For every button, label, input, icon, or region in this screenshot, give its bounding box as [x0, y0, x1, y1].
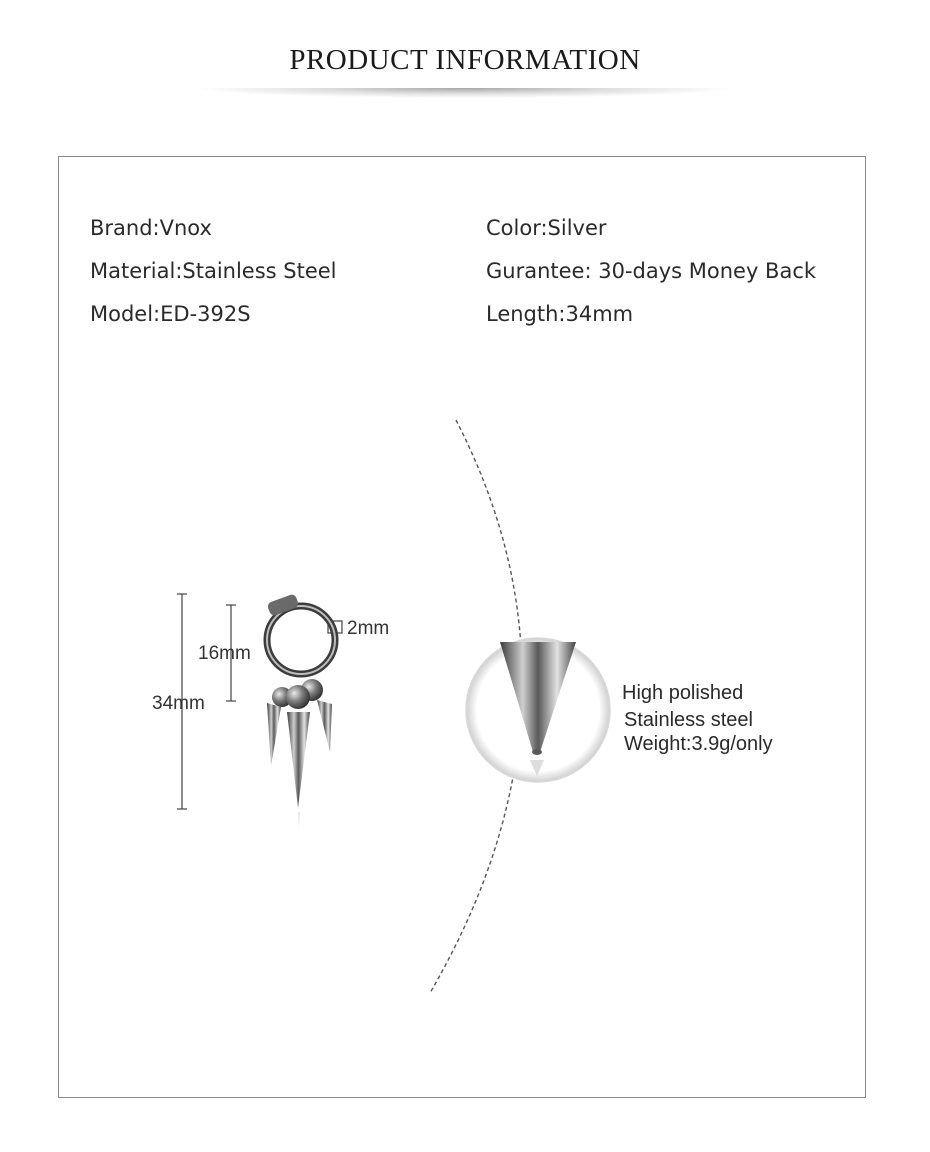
spec-length: Length:34mm: [486, 302, 634, 326]
spec-model: Model:ED-392S: [90, 302, 251, 326]
spec-guarantee: Gurantee: 30-days Money Back: [486, 259, 817, 283]
spike-tip-closeup-icon: [466, 638, 610, 782]
feature-material: Stainless steel: [624, 709, 753, 731]
dimension-hoop-label: 16mm: [198, 643, 251, 664]
dimension-thickness-label: 2mm: [347, 618, 390, 639]
page-title: PRODUCT INFORMATION: [289, 44, 641, 76]
spec-brand: Brand:Vnox: [90, 216, 212, 240]
spec-color: Color:Silver: [486, 216, 607, 240]
feature-weight: Weight:3.9g/only: [624, 733, 773, 755]
spike-hoop-earring-icon: [267, 593, 335, 828]
dimension-total-label: 34mm: [152, 693, 205, 714]
feature-polish: High polished: [622, 682, 744, 704]
spec-material: Material:Stainless Steel: [90, 259, 337, 283]
